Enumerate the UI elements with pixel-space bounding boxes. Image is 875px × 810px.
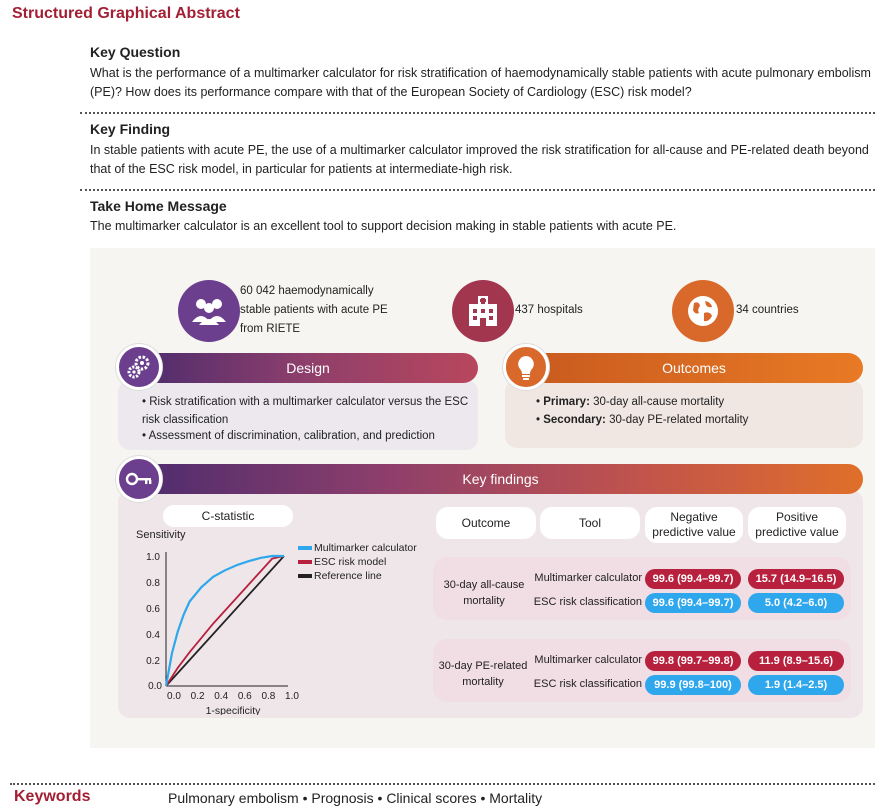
design-bar (138, 353, 478, 383)
divider (80, 189, 875, 191)
x-tick-label: 0.6 (237, 691, 252, 702)
header-tool: Tool (540, 507, 640, 539)
outcomes-bar (525, 353, 863, 383)
take-home-heading: Take Home Message (90, 198, 227, 214)
npv-value: 99.6 (99.4–99.7) (645, 569, 741, 589)
globe-icon (672, 280, 734, 342)
key-finding-text: In stable patients with acute PE, the use of a multimarker calculator improved the risk stratification for all-cause and PE-related death beyond that of the ESC risk model, in particular for patients at intermediate-high risk. (90, 143, 869, 176)
primary-outcome: • Primary: 30-day all-cause mortality (536, 396, 725, 408)
y-tick-label: 0.6 (146, 604, 160, 615)
legend-label: Reference line (314, 570, 382, 582)
key-finding-heading: Key Finding (90, 121, 171, 137)
key-question-text: What is the performance of a multimarker calculator for risk stratification of haemodynamically stable patients with acute pulmonary embolism (PE)? How does its performance compare with that of the European Society of Cardiology (ESC) risk model? (90, 66, 871, 99)
npv-value: 99.6 (99.4–99.7) (645, 593, 741, 613)
header-outcome: Outcome (436, 507, 536, 539)
header-ppv: Positive predictive value (748, 507, 846, 543)
chart-ylabel: Sensitivity (136, 529, 186, 541)
hospital-icon (452, 280, 514, 342)
patients-stat: 60 042 haemodynamically stable patients with acute PE from RIETE (240, 285, 388, 335)
legend-label: Multimarker calculator (314, 542, 417, 554)
hospitals-stat: 437 hospitals (515, 304, 583, 316)
x-axis-label: 1-specificity (205, 705, 261, 715)
tool-name: ESC risk classification (533, 596, 642, 608)
legend-label: ESC risk model (314, 556, 387, 568)
abstract-title: Structured Graphical Abstract (12, 5, 240, 22)
tool-name: Multimarker calculator (534, 572, 642, 584)
ppv-value: 11.9 (8.9–15.6) (748, 651, 844, 671)
series-line (166, 556, 284, 686)
chart-title: C-statistic (163, 505, 293, 527)
tool-name: ESC risk classification (533, 678, 642, 690)
header-npv: Negative predictive value (645, 507, 743, 543)
key-findings-bar (138, 464, 863, 494)
x-tick-label: 0.0 (167, 691, 181, 702)
roc-chart (130, 540, 430, 715)
key-icon (116, 456, 162, 502)
design-bullet: • Risk stratification with a multimarker calculator versus the ESC risk classification (142, 396, 469, 426)
y-tick-label: 1.0 (146, 552, 160, 563)
y-tick-label: 0.8 (146, 578, 160, 589)
x-tick-label: 1.0 (285, 691, 299, 702)
outcomes-label: Outcomes (662, 360, 726, 376)
design-bullet: • Assessment of discrimination, calibration, and prediction (142, 430, 435, 442)
key-findings-label: Key findings (462, 471, 539, 487)
keywords-list: Pulmonary embolism • Prognosis • Clinical scores • Mortality (168, 790, 543, 806)
y-tick-label: 0.2 (146, 656, 160, 667)
tool-name: Multimarker calculator (534, 654, 642, 666)
gears-icon (116, 344, 162, 390)
npv-value: 99.8 (99.7–99.8) (645, 651, 741, 671)
divider (10, 783, 875, 785)
lightbulb-icon (503, 344, 549, 390)
legend-swatch (298, 560, 312, 564)
x-tick-label: 0.2 (190, 691, 205, 702)
design-label: Design (286, 360, 330, 376)
divider (80, 112, 875, 114)
x-tick-label: 0.8 (261, 691, 276, 702)
key-question-heading: Key Question (90, 44, 181, 60)
take-home-text: The multimarker calculator is an excellent tool to support decision making in stable patients with acute PE. (90, 219, 677, 233)
legend-swatch (298, 574, 312, 578)
secondary-outcome: • Secondary: 30-day PE-related mortality (536, 414, 749, 426)
ppv-value: 1.9 (1.4–2.5) (748, 675, 844, 695)
countries-stat: 34 countries (736, 304, 799, 316)
npv-value: 99.9 (99.8–100) (645, 675, 741, 695)
patients-icon (178, 280, 240, 342)
group-outcome: 30-day PE-related mortality (438, 660, 528, 688)
keywords-heading: Keywords (14, 788, 91, 805)
x-tick-label: 0.4 (214, 691, 229, 702)
legend-swatch (298, 546, 312, 550)
group-outcome: 30-day all-cause mortality (443, 579, 525, 607)
y-tick-label: 0.0 (148, 681, 162, 692)
ppv-value: 15.7 (14.9–16.5) (748, 569, 844, 589)
y-tick-label: 0.4 (146, 630, 160, 641)
ppv-value: 5.0 (4.2–6.0) (748, 593, 844, 613)
